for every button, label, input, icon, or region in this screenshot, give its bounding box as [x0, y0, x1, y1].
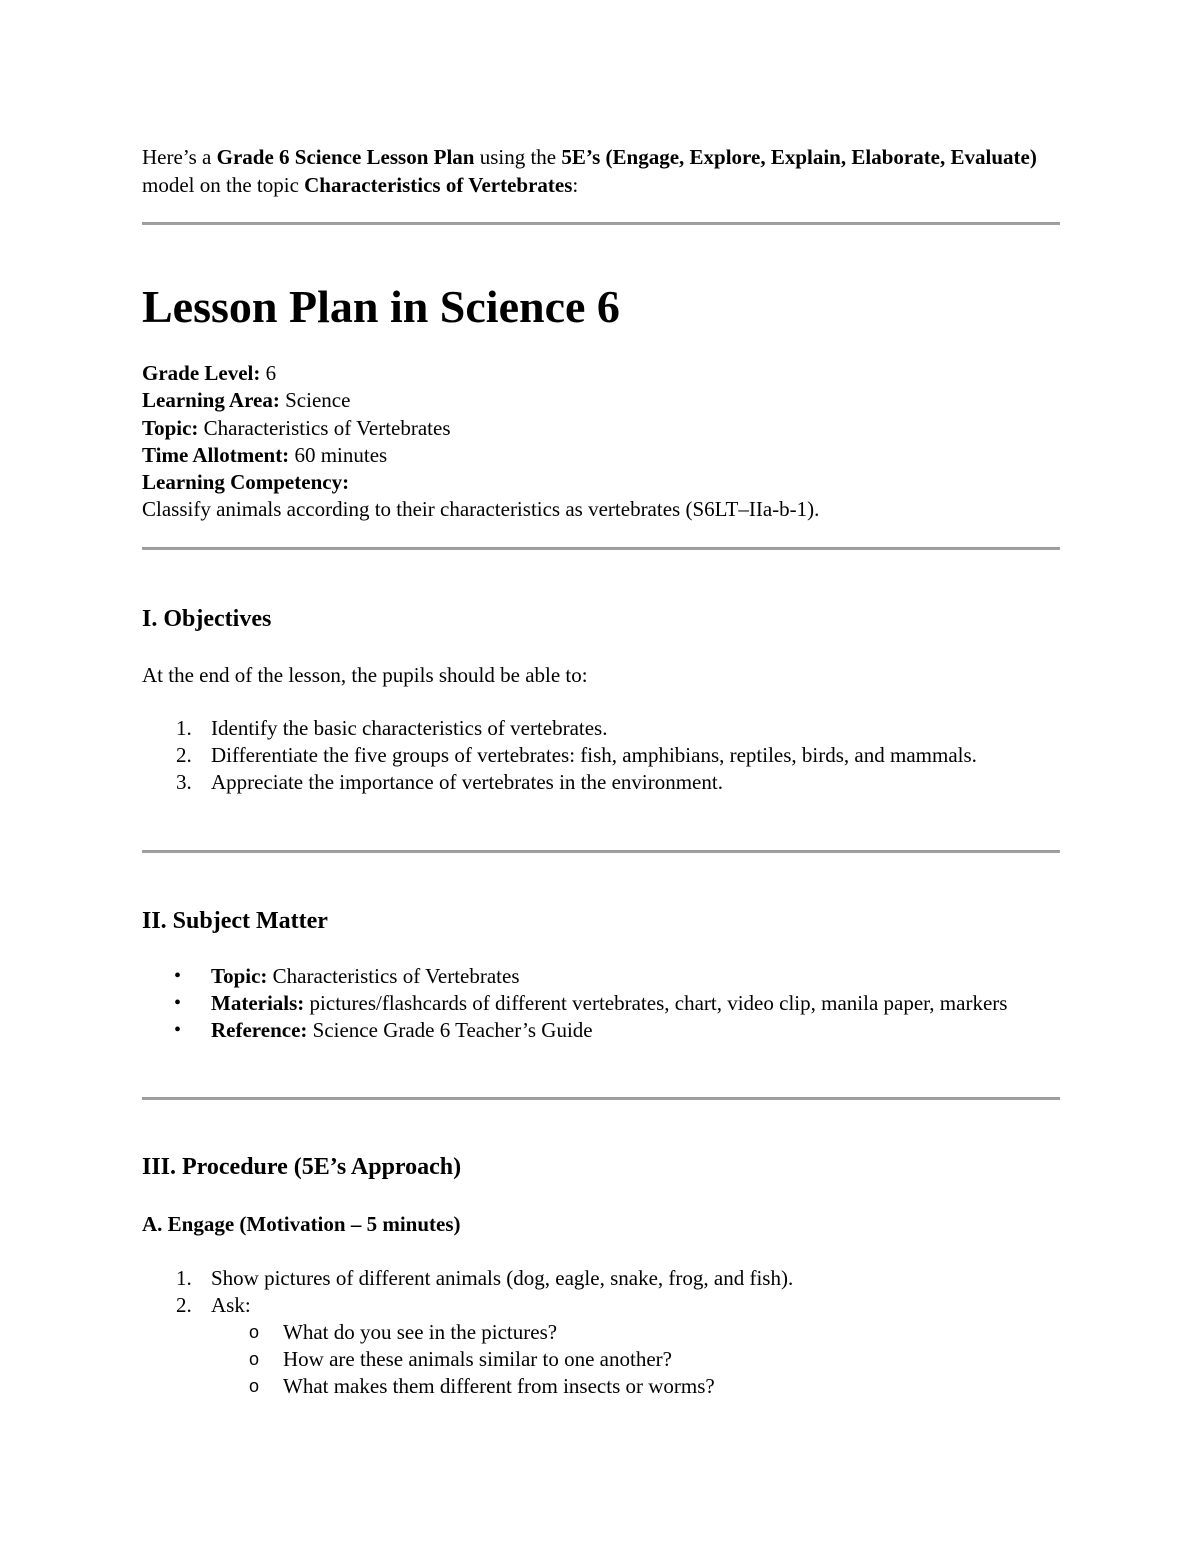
sub-list-item — [142, 1346, 1060, 1373]
info-grade-level — [142, 360, 819, 387]
subject-matter-list — [142, 963, 1060, 1044]
info-value: Characteristics of Vertebrates — [198, 415, 451, 440]
list-item — [142, 963, 1060, 990]
list-item — [142, 715, 1060, 742]
info-label: Learning Area: — [142, 388, 280, 413]
list-item — [142, 1265, 1060, 1292]
info-label: Time Allotment: — [142, 442, 290, 467]
horizontal-rule — [142, 1097, 1060, 1100]
circle-bullet-icon: o — [249, 1376, 260, 1396]
engage-heading: A. Engage (Motivation – 5 minutes) — [142, 1212, 461, 1236]
list-item-text: Science Grade 6 Teacher’s Guide — [307, 1018, 593, 1042]
objectives-heading: I. Objectives — [142, 606, 272, 632]
list-item-text: Characteristics of Vertebrates — [267, 964, 520, 988]
horizontal-rule — [142, 222, 1060, 225]
item-label: Topic: — [211, 964, 268, 988]
horizontal-rule — [142, 850, 1060, 853]
circle-bullet-icon: o — [249, 1322, 260, 1342]
objectives-list — [142, 715, 1060, 796]
bullet-icon: • — [174, 965, 182, 987]
item-label: Reference: — [211, 1018, 308, 1042]
question-text: What do you see in the pictures? — [283, 1320, 558, 1344]
info-competency-label — [142, 469, 819, 496]
info-label: Grade Level: — [142, 361, 261, 385]
info-learning-area — [142, 387, 819, 414]
subject-matter-heading: II. Subject Matter — [142, 908, 328, 934]
bullet-icon: • — [174, 1019, 182, 1041]
question-text: How are these animals similar to one another? — [283, 1347, 672, 1371]
info-value: Science — [279, 388, 351, 413]
list-item — [142, 990, 1060, 1017]
list-item-text: pictures/flashcards of different vertebrates, chart, video clip, manila paper, markers — [304, 991, 1008, 1015]
intro-paragraph — [142, 143, 1060, 199]
list-number: 1. — [176, 1266, 192, 1290]
list-number: 3. — [176, 770, 192, 794]
info-value: 6 — [260, 361, 277, 385]
intro-text-4: : — [572, 173, 579, 197]
list-item — [142, 769, 1060, 796]
question-text: What makes them different from insects or worms? — [283, 1374, 715, 1398]
info-time-allotment — [142, 442, 819, 469]
item-label: Materials: — [211, 991, 305, 1015]
list-item — [142, 1017, 1060, 1044]
sub-list-item — [142, 1319, 1060, 1346]
intro-text-3: model on the topic — [142, 173, 305, 197]
horizontal-rule — [142, 547, 1060, 550]
info-value: 60 minutes — [289, 442, 388, 467]
intro-text-2: using the — [474, 145, 562, 169]
sub-list-item — [142, 1373, 1060, 1400]
intro-bold-grade: Grade 6 Science Lesson Plan — [216, 145, 475, 169]
bullet-icon: • — [174, 992, 182, 1014]
engage-steps-list — [142, 1265, 1060, 1400]
objectives-intro: At the end of the lesson, the pupils should be able to: — [142, 663, 588, 687]
list-number: 2. — [176, 1293, 192, 1317]
procedure-heading: III. Procedure (5E’s Approach) — [142, 1154, 462, 1180]
list-number: 2. — [176, 743, 192, 767]
list-number: 1. — [176, 716, 192, 740]
list-item-text: Identify the basic characteristics of vertebrates. — [211, 716, 608, 740]
info-competency-value: Classify animals according to their characteristics as vertebrates (S6LT–IIa-b-1). — [142, 497, 820, 522]
info-label: Learning Competency: — [142, 470, 350, 495]
list-item — [142, 742, 1060, 769]
intro-bold-topic: Characteristics of Vertebrates — [304, 173, 573, 197]
intro-bold-model: 5E’s (Engage, Explore, Explain, Elaborate, Evaluate) — [561, 145, 1037, 169]
list-item-text: Differentiate the five groups of vertebrates: fish, amphibians, reptiles, birds, and mammals. — [211, 743, 977, 767]
intro-text-1: Here’s a — [142, 145, 217, 169]
lesson-info — [142, 360, 819, 524]
list-item — [142, 1292, 1060, 1319]
page-title: Lesson Plan in Science 6 — [142, 281, 620, 332]
circle-bullet-icon: o — [249, 1349, 260, 1369]
info-topic — [142, 415, 819, 442]
info-label: Topic: — [142, 415, 199, 440]
list-item-text: Ask: — [211, 1293, 251, 1317]
list-item-text: Appreciate the importance of vertebrates in the environment. — [211, 770, 723, 794]
list-item-text: Show pictures of different animals (dog, eagle, snake, frog, and fish). — [211, 1266, 794, 1290]
